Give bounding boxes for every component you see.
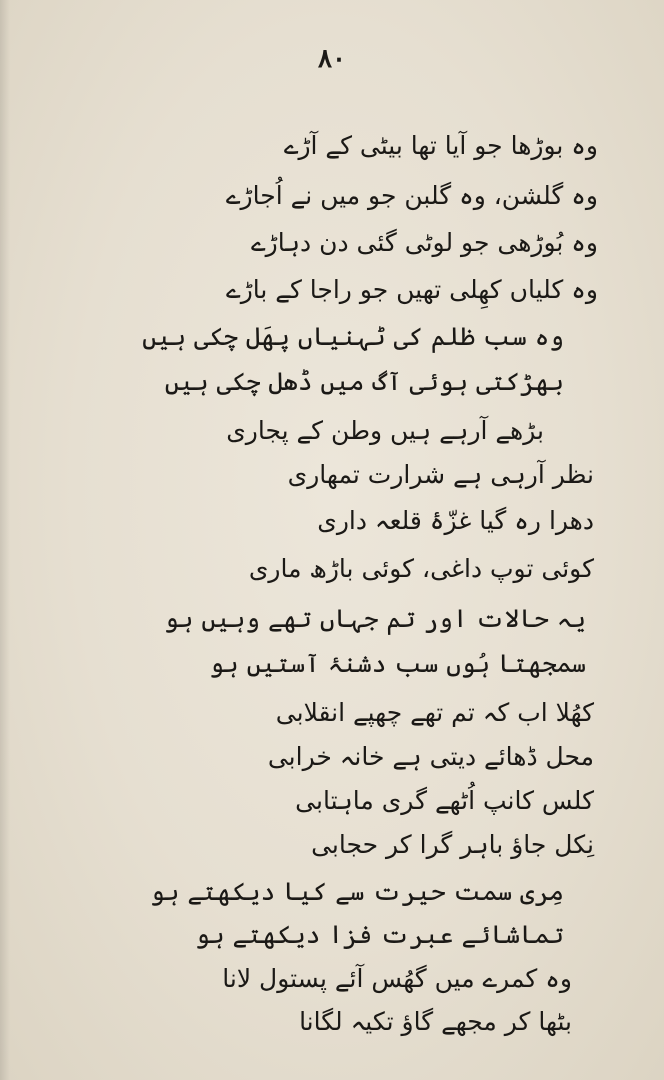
- poem-line: وہ کلیاں کھِلی تھیں جو راجا کے باڑے: [226, 275, 598, 304]
- page-edge-shadow: [0, 0, 10, 1080]
- poem-line: وہ گلشن، وہ گلبن جو میں نے اُجاڑے: [225, 181, 598, 210]
- poem-line: وہ سب ظلم کی ٹہنیاں پھَل چکی ہیں: [142, 322, 564, 351]
- poem-line: یہ حالات اور تم جہاں تھے وہیں ہو: [164, 604, 586, 633]
- poem-line: مِری سمت حیرت سے کیا دیکھتے ہو: [150, 877, 564, 906]
- poem-line: وہ کمرے میں گھُس آئے پستول لانا: [222, 964, 572, 993]
- page-number: ۸۰: [318, 44, 346, 74]
- poem-line: نِکل جاؤ باہر گرا کر حجابی: [311, 830, 594, 859]
- poem-line: سمجھتا ہُوں سب دشنۂ آستیں ہو: [209, 649, 586, 678]
- poem-line: بڑھے آرہے ہیں وطن کے پجاری: [226, 416, 544, 445]
- poem-line: بھڑکتی ہوئی آگ میں ڈھل چکی ہیں: [164, 367, 564, 396]
- poem-line: تماشائے عبرت فزا دیکھتے ہو: [195, 920, 564, 949]
- poem-line: کوئی توپ داغی، کوئی باڑھ ماری: [248, 554, 594, 583]
- poem-line: کھُلا اب کہ تم تھے چھپے انقلابی: [275, 698, 594, 727]
- poem-line: دھرا رہ گیا غزّۂ قلعہ داری: [317, 506, 594, 535]
- poem-line: کلس کانپ اُٹھے گری ماہتابی: [295, 786, 594, 815]
- poem-line: نظر آرہی ہے شرارت تمھاری: [287, 460, 594, 489]
- poem-line: وہ بُوڑھی جو لوٹی گئی دن دہاڑے: [251, 228, 598, 257]
- poem-line: بٹھا کر مجھے گاؤ تکیہ لگانا: [299, 1007, 572, 1036]
- poem-line: محل ڈھائے دیتی ہے خانہ خرابی: [267, 742, 594, 771]
- poem-line: وہ بوڑھا جو آیا تھا بیٹی کے آڑے: [283, 131, 598, 160]
